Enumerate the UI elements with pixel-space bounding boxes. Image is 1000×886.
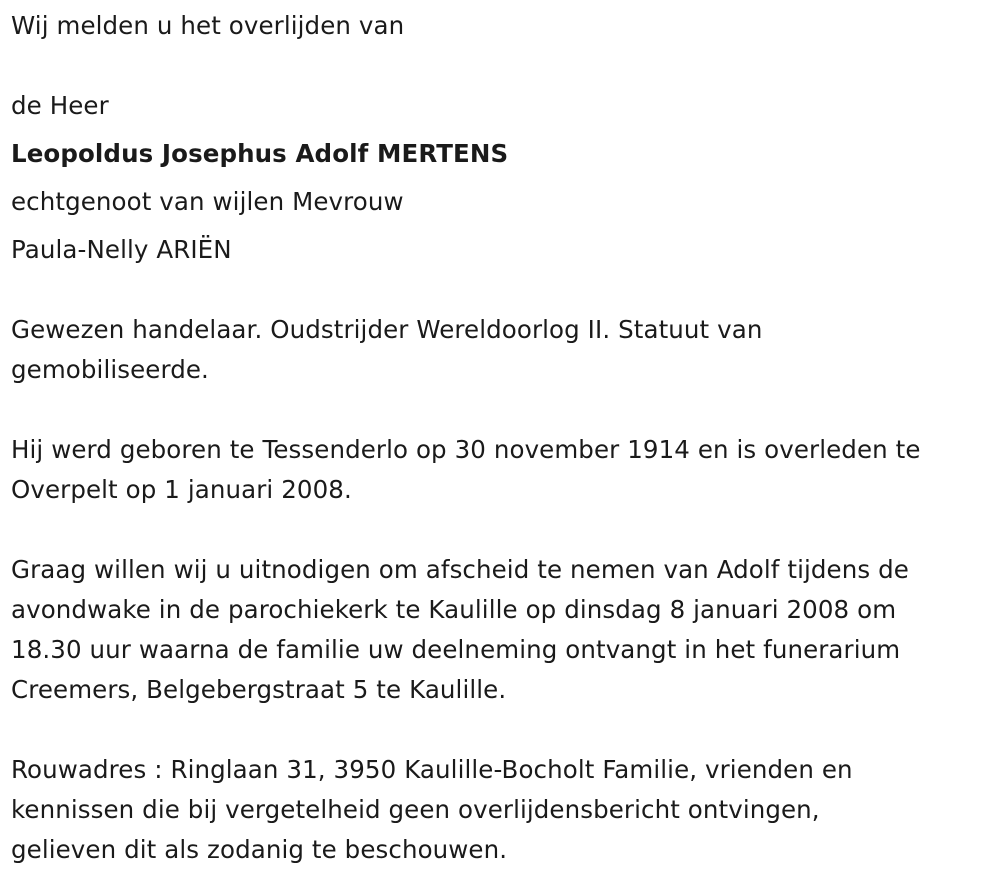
address-line-1: Rouwadres : Ringlaan 31, 3950 Kaulille-Bocholt Familie, vrienden en	[11, 755, 853, 784]
invitation-line-3: 18.30 uur waarna de familie uw deelneming ontvangt in het funerarium	[11, 635, 901, 664]
honorific: de Heer	[11, 91, 109, 120]
birth-death-line-1: Hij werd geboren te Tessenderlo op 30 november 1914 en is overleden te	[11, 435, 921, 464]
address-line-3: gelieven dit als zodanig te beschouwen.	[11, 835, 508, 864]
invitation-line-4: Creemers, Belgebergstraat 5 te Kaulille.	[11, 675, 507, 704]
invitation-line-1: Graag willen wij u uitnodigen om afscheid te nemen van Adolf tijdens de	[11, 555, 909, 584]
deceased-name: Leopoldus Josephus Adolf MERTENS	[11, 139, 509, 168]
spouse-name: Paula-Nelly ARIËN	[11, 235, 232, 264]
invitation-line-2: avondwake in de parochiekerk te Kaulille op dinsdag 8 januari 2008 om	[11, 595, 897, 624]
address-line-2: kennissen die bij vergetelheid geen overlijdensbericht ontvingen,	[11, 795, 820, 824]
intro-text: Wij melden u het overlijden van	[11, 11, 405, 40]
birth-death-line-2: Overpelt op 1 januari 2008.	[11, 475, 352, 504]
occupation-line-1: Gewezen handelaar. Oudstrijder Wereldoorlog II. Statuut van	[11, 315, 763, 344]
spouse-prefix: echtgenoot van wijlen Mevrouw	[11, 187, 404, 216]
occupation-line-2: gemobiliseerde.	[11, 355, 209, 384]
